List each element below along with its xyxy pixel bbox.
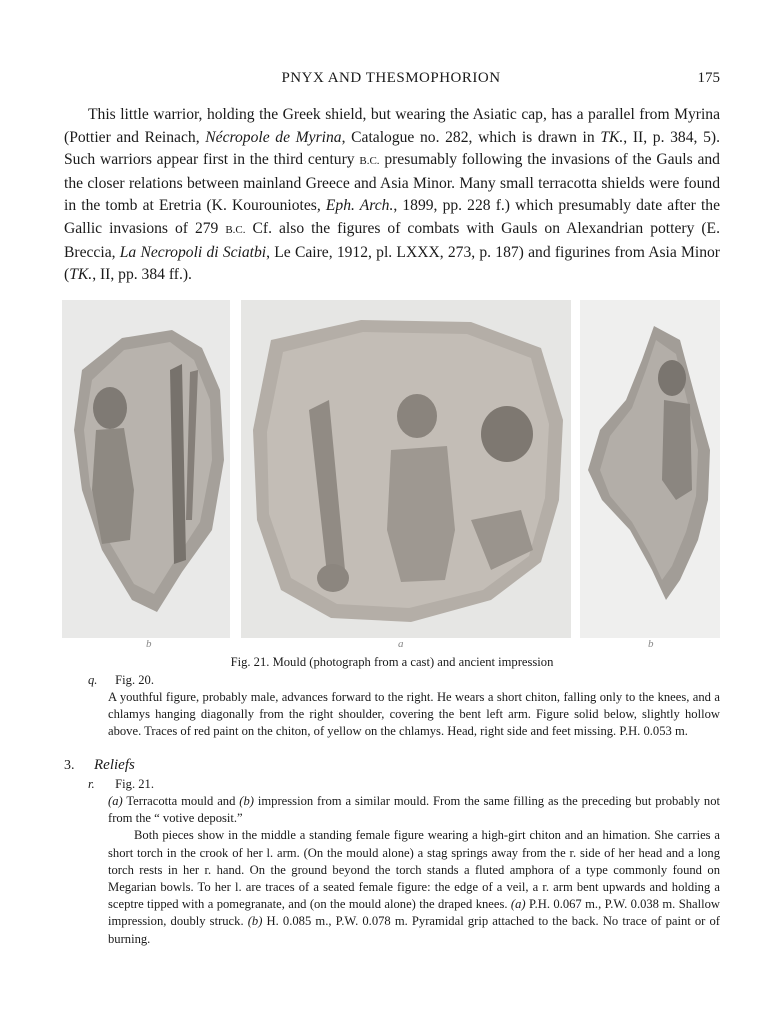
entry-r-paragraph-2: Both pieces show in the middle a standing female figure wearing a high-girt chiton and an himation. She carries a short torch in the crook of her l. arm. (On the mould alone) a stag springs away from the r. side of her head and a long torch rests in her r. hand. On the ground beyond the torch stands a fluted amphora of a type commonly found on Megarian bowls. To her l. are traces of a seated female figure: the edge of a veil, a r. arm bent upwards and holding a sceptre tipped with a pomegranate, and (on the mould alone) the draped knees. (a) P.H. 0.067 m., P.W. 0.038 m. Shallow impression, doubly struck. (b) H. 0.085 m., P.W. 0.078 m. Pyramidal grip attached to the back. No trace of paint or of burning. bbox=[108, 828, 720, 946]
figure-plates bbox=[62, 300, 720, 638]
impression-photo-right bbox=[580, 300, 720, 638]
figure-label-b-left: b bbox=[146, 638, 152, 650]
section-number: 3. bbox=[64, 758, 75, 773]
figure-label-b-right: b bbox=[648, 638, 654, 650]
section-title: Reliefs bbox=[94, 757, 135, 773]
page-header bbox=[62, 70, 720, 90]
entry-r-heading bbox=[64, 776, 720, 793]
impression-photo-left bbox=[62, 300, 230, 638]
section-heading bbox=[64, 757, 720, 774]
entry-r-label: r. bbox=[88, 777, 95, 791]
entry-q-text: A youthful figure, probably male, advances forward to the right. He wears a short chiton, falling only to the knees, and a chlamys hanging diagonally from the right shoulder, covering the bent left arm. Figure solid below, slightly hollow above. Traces of red paint on the chiton, of yellow on the chlamys. Head, right side and feet missing. P.H. 0.053 m. bbox=[108, 690, 720, 739]
mould-photo-center bbox=[241, 300, 571, 638]
entry-r-fig: Fig. 21. bbox=[115, 777, 154, 791]
intro-paragraph: This little warrior, holding the Greek shield, but wearing the Asiatic cap, has a parallel from Myrina (Pottier and Reinach, Nécropole de Myrina, Catalogue no. 282, which is drawn in TK., II, p. 384, 5). Such warriors appear first in the third century B.C. presumably following the invasions of the Gauls and the closer relations between mainland Greece and Asia Minor. Many small terracotta shields were found in the tomb at Eretria (K. Kourouniotes, Eph. Arch., 1899, pp. 228 f.) which presumably date after the Gallic invasions of 279 B.C. Cf. also the figures of combats with Gauls on Alexandrian pottery (E. Breccia, La Necropoli di Sciatbi, Le Caire, 1912, pl. LXXX, 273, p. 187) and figurines from Asia Minor (TK., II, pp. 384 ff.). bbox=[64, 106, 721, 284]
running-title: PNYX AND THESMOPHORION bbox=[281, 70, 501, 86]
entry-q-label: q. bbox=[88, 673, 98, 687]
page-number: 175 bbox=[697, 70, 720, 86]
figure-label-a: a bbox=[398, 638, 404, 650]
entry-q-heading bbox=[64, 672, 720, 689]
entry-q-fig: Fig. 20. bbox=[115, 673, 154, 687]
entry-r-text bbox=[108, 793, 720, 948]
figure-caption: Fig. 21. Mould (photograph from a cast) and ancient impression bbox=[230, 655, 554, 669]
entry-r-paragraph-1: (a) Terracotta mould and (b) impression from a similar mould. From the same filling as the preceding but probably not from the “ votive deposit.” bbox=[108, 794, 720, 826]
